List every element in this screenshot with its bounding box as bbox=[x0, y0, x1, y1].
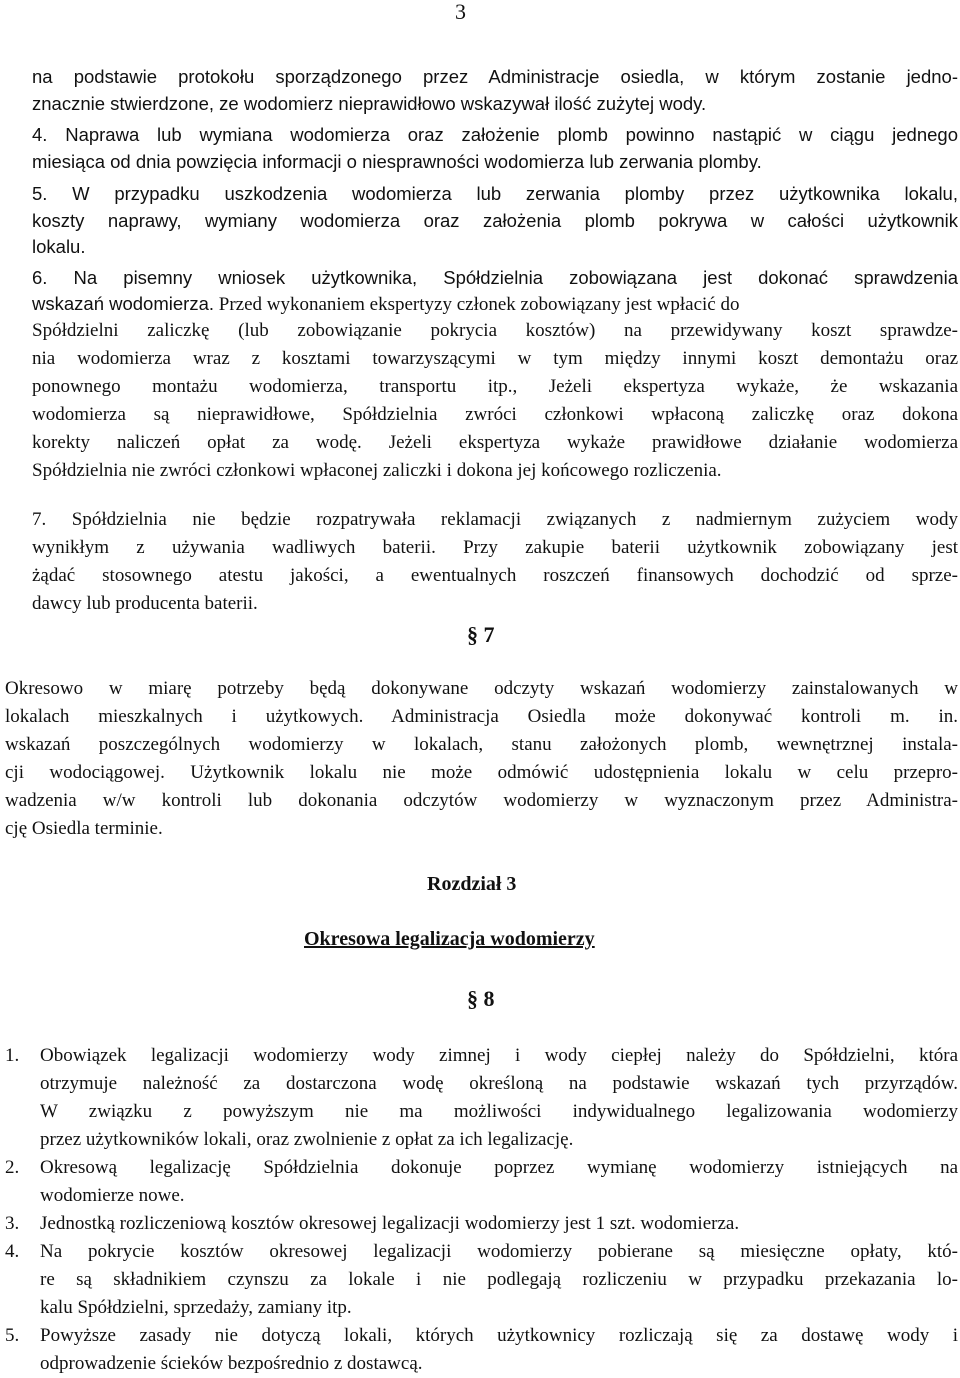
page-number: 3 bbox=[455, 0, 466, 24]
text-line: wynikłym z używania wadliwych baterii. Przy zakupie baterii użytkownik zobowiązany jest bbox=[32, 537, 958, 558]
text-span-sans: wskazań wodomierza. bbox=[32, 293, 214, 314]
text-line: żądać stosownego atestu jakości, a ewentualnych roszczeń finansowych dochodzić od sprze- bbox=[32, 565, 958, 586]
section-8-heading: § 8 bbox=[467, 986, 495, 1011]
list-item-line: Okresową legalizację Spółdzielnia dokonuje poprzez wymianę wodomierzy istniejących na bbox=[40, 1157, 958, 1178]
text-line: Spółdzielnia nie zwróci członkowi wpłaconej zaliczki i dokona jej końcowego rozliczenia. bbox=[32, 460, 722, 481]
list-item-number: 1. bbox=[5, 1045, 20, 1066]
text-line: Spółdzielni zaliczkę (lub zobowiązanie pokrycia kosztów) na przewidywany koszt sprawdze- bbox=[32, 320, 958, 341]
list-item-line: otrzymuje należność za dostarczona wodę określoną na podstawie wskazań tych przyrządów. bbox=[40, 1073, 958, 1094]
text-line: lokalach mieszkalnych i użytkowych. Administracja Osiedla może dokonywać kontroli m. in. bbox=[5, 706, 958, 727]
list-item-number: 5. bbox=[5, 1325, 20, 1346]
text-line: wodomierza są nieprawidłowe, Spółdzielnia zwróci członkowi wpłaconą zaliczkę oraz dokona bbox=[32, 404, 958, 425]
text-line: 4. Naprawa lub wymiana wodomierza oraz założenie plomb powinno nastąpić w ciągu jednego bbox=[32, 124, 958, 145]
list-item-line: przez użytkowników lokali, oraz zwolnienie z opłat za ich legalizację. bbox=[40, 1129, 574, 1150]
text-span-serif: Przed wykonaniem ekspertyzy członek zobowiązany jest wpłacić do bbox=[214, 294, 740, 315]
list-item-line: Jednostką rozliczeniową kosztów okresowej legalizacji wodomierzy jest 1 szt. wodomierza. bbox=[40, 1213, 740, 1234]
text-line: 6. Na pisemny wniosek użytkownika, Spółdzielnia zobowiązana jest dokonać sprawdzenia bbox=[32, 267, 958, 288]
text-line: cji wodociągowej. Użytkownik lokalu nie może odmówić udostępnienia lokalu w celu przepro- bbox=[5, 762, 958, 783]
list-item-line: odprowadzenie ścieków bezpośrednio z dostawcą. bbox=[40, 1353, 423, 1374]
text-line: lokalu. bbox=[32, 236, 86, 257]
list-item-line: kalu Spółdzielni, sprzedaży, zamiany itp. bbox=[40, 1297, 352, 1318]
chapter-subtitle: Okresowa legalizacja wodomierzy bbox=[304, 928, 595, 950]
list-item-number: 3. bbox=[5, 1213, 20, 1234]
text-line: Okresowo w miarę potrzeby będą dokonywane odczyty wskazań wodomierzy zainstalowanych w bbox=[5, 678, 958, 699]
text-line: dawcy lub producenta baterii. bbox=[32, 593, 258, 614]
section-7-heading: § 7 bbox=[467, 622, 495, 647]
text-line: wadzenia w/w kontroli lub dokonania odczytów wodomierzy w wyznaczonym przez Administra- bbox=[5, 790, 958, 811]
list-item-line: re są składnikiem czynszu za lokale i nie podlegają rozliczeniu w przypadku przekazania lo- bbox=[40, 1269, 958, 1290]
list-item-line: W związku z powyższym nie ma możliwości indywidualnego legalizowania wodomierzy bbox=[40, 1101, 958, 1122]
text-line: ponownego montażu wodomierza, transportu itp., Jeżeli ekspertyza wykaże, że wskazania bbox=[32, 376, 958, 397]
text-line: nia wodomierza wraz z kosztami towarzyszącymi w tym między innymi koszt demontażu oraz bbox=[32, 348, 958, 369]
list-item-line: Na pokrycie kosztów okresowej legalizacji wodomierzy pobierane są miesięczne opłaty, któ- bbox=[40, 1241, 958, 1262]
text-line: 5. W przypadku uszkodzenia wodomierza lub zerwania plomby przez użytkownika lokalu, bbox=[32, 183, 958, 204]
text-line: korekty naliczeń opłat za wodę. Jeżeli ekspertyza wykaże prawidłowe działanie wodomierza bbox=[32, 432, 958, 453]
text-line-mixed bbox=[32, 290, 958, 318]
list-item-number: 2. bbox=[5, 1157, 20, 1178]
list-item-line: wodomierze nowe. bbox=[40, 1185, 185, 1206]
text-line: 7. Spółdzielnia nie będzie rozpatrywała reklamacji związanych z nadmiernym zużyciem wody bbox=[32, 509, 958, 530]
text-line: znacznie stwierdzone, ze wodomierz nieprawidłowo wskazywał ilość zużytej wody. bbox=[32, 93, 707, 114]
text-line: koszty naprawy, wymiany wodomierza oraz założenia plomb pokrywa w całości użytkownik bbox=[32, 210, 958, 231]
text-line: miesiąca od dnia powzięcia informacji o niesprawności wodomierza lub zerwania plomby. bbox=[32, 151, 762, 172]
text-line: cję Osiedla terminie. bbox=[5, 818, 163, 839]
text-line: na podstawie protokołu sporządzonego przez Administracje osiedla, w którym zostanie jedno- bbox=[32, 66, 958, 87]
list-item-line: Obowiązek legalizacji wodomierzy wody zimnej i wody ciepłej należy do Spółdzielni, która bbox=[40, 1045, 958, 1066]
text-line: wskazań poszczególnych wodomierzy w lokalach, stanu założonych plomb, wewnętrznej instala- bbox=[5, 734, 958, 755]
chapter-title: Rozdział 3 bbox=[427, 873, 517, 895]
list-item-number: 4. bbox=[5, 1241, 20, 1262]
list-item-line: Powyższe zasady nie dotyczą lokali, których użytkownicy rozliczają się za dostawę wody i bbox=[40, 1325, 958, 1346]
